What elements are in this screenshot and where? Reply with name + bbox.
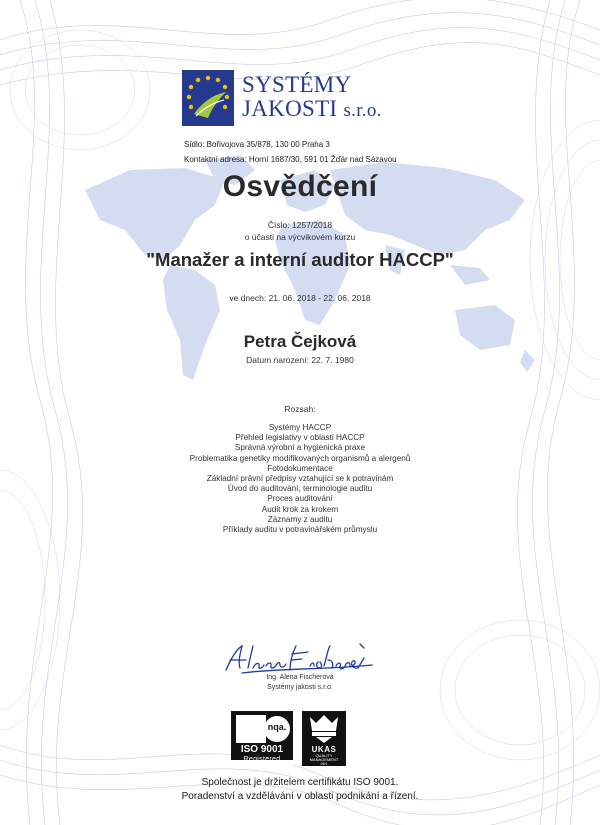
footer-services-statement: Poradenství a vzdělávání v oblasti podnikání a řízení. — [181, 791, 419, 802]
participation-text: o účasti na výcvikovém kurzu — [244, 232, 356, 242]
scope-topic: Správná výrobní a hygienická praxe — [234, 443, 366, 453]
ukas-number: 001 — [320, 761, 328, 766]
company-name — [242, 73, 382, 123]
course-name: "Manažer a interní auditor HACCP" — [146, 249, 454, 270]
scope-topic: Záznamy z auditu — [267, 514, 333, 524]
logo-emblem — [182, 70, 234, 126]
handwritten-signature — [222, 640, 382, 676]
scope-topic: Příklady auditu v potravinářském průmyslu — [222, 525, 378, 535]
birth-date: Datum narození: 22. 7. 1980 — [246, 355, 354, 365]
company-seat-address: Sídlo: Bořivojova 35/878, 130 00 Praha 3 — [184, 140, 330, 149]
nqa-iso-9001-badge — [231, 711, 293, 766]
scope-topic: Fotodokumentace — [267, 463, 333, 473]
ukas-sub-management: MANAGEMENT — [309, 757, 339, 762]
signer-organization: Systémy jakosti s.r.o. — [267, 684, 333, 691]
scope-topic-list — [0, 423, 600, 535]
scope-topic: Základní právní předpisy vztahující se k potravinám — [206, 474, 394, 484]
scope-topic: Úvod do auditování, terminologie auditu — [227, 484, 373, 494]
company-contact-address: Kontaktní adresa: Horní 1687/30, 591 01 Žďár nad Sázavou — [184, 155, 397, 164]
scope-heading: Rozsah: — [284, 404, 316, 414]
footer-iso-statement: Společnost je držitelem certifikátu ISO 9001. — [201, 777, 399, 788]
company-name-line1: SYSTÉMY — [242, 72, 352, 97]
nqa-iso-label: ISO 9001 — [240, 744, 284, 755]
scope-topic: Systémy HACCP — [268, 423, 332, 432]
certificate-number: Číslo: 1257/2018 — [267, 220, 333, 230]
participant-name: Petra Čejková — [243, 332, 357, 351]
nqa-registered-label: Registered — [243, 756, 281, 763]
ukas-sub-quality: QUALITY — [315, 753, 333, 758]
crown-icon — [302, 711, 346, 745]
stars-icon — [182, 70, 234, 126]
scope-topic: Audit krok za krokem — [261, 504, 339, 514]
scope-topic: Proces auditování — [267, 494, 333, 504]
company-name-line2: JAKOSTI — [242, 96, 338, 121]
scope-topic: Problematika genetiky modifikovaných organismů a alergenů — [189, 453, 411, 463]
ukas-label: UKAS — [311, 745, 337, 754]
signer-name: Ing. Alena Fischerová — [266, 674, 334, 681]
course-dates: ve dnech: 21. 06. 2018 - 22. 06. 2018 — [229, 293, 371, 303]
ukas-badge — [302, 711, 346, 766]
certificate-title: Osvědčení — [222, 170, 378, 203]
nqa-logo-text: nqa. — [267, 722, 287, 732]
company-name-suffix: s.r.o. — [343, 100, 382, 121]
company-logo — [182, 70, 412, 130]
scope-topic: Přehled legislativy v oblasti HACCP — [235, 433, 365, 443]
